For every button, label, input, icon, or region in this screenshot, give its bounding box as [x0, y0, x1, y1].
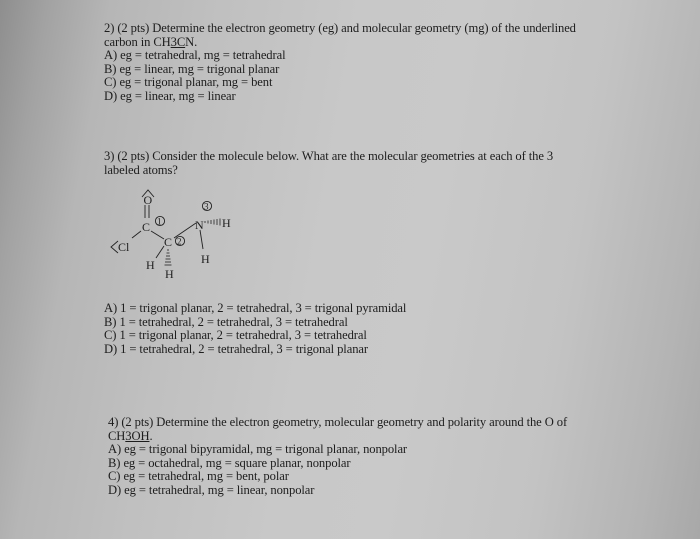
question-2-suffix: N. [185, 34, 198, 49]
atom-c2: C [164, 235, 173, 249]
atom-o: O [143, 193, 153, 207]
c1-cl-bond [132, 231, 141, 238]
label-3-text: 3 [204, 201, 209, 212]
c1-c2-bond [151, 231, 164, 239]
question-3-option-b: B) 1 = tetrahedral, 2 = tetrahedral, 3 = tetrahedral [104, 314, 348, 329]
atom-h-right: H [201, 252, 210, 266]
n-h-hashed-bond [205, 219, 220, 226]
question-3-option-a: A) 1 = trigonal planar, 2 = tetrahedral, 3 = trigonal pyramidal [104, 301, 407, 315]
question-4-option-b: B) eg = octahedral, mg = square planar, nonpolar [108, 455, 351, 470]
question-2-prefix: carbon in CH [104, 34, 171, 49]
c2-h-bond-left [156, 246, 164, 258]
underlined-oh: 3OH [125, 428, 150, 443]
question-2-prompt-line-2 [104, 36, 576, 50]
atom-n: N [195, 218, 204, 232]
question-4-suffix: . [149, 428, 153, 443]
n-h-bond-lower [200, 230, 203, 249]
c2-h-hashed-bond [165, 250, 172, 265]
question-3-prompt-line-1: 3) (2 pts) Consider the molecule below. What are the molecular geometries at each of the 3 [104, 149, 554, 163]
question-3 [104, 150, 553, 177]
question-3-option-d: D) 1 = tetrahedral, 2 = tetrahedral, 3 = trigonal planar [104, 341, 368, 356]
underlined-carbon: 3C [170, 34, 186, 49]
question-4-prefix: CH [108, 428, 126, 443]
atom-h-left: H [146, 258, 155, 272]
question-4-option-a: A) eg = trigonal bipyramidal, mg = trigonal planar, nonpolar [108, 442, 408, 457]
label-1-text: 1 [157, 216, 162, 227]
question-2-option-c: C) eg = trigonal planar, mg = bent [104, 75, 273, 90]
question-3-prompt-line-2: labeled atoms? [104, 162, 178, 177]
question-2-option-b: B) eg = linear, mg = trigonal planar [104, 61, 280, 76]
question-4-options [108, 443, 567, 497]
question-4-prompt-line-2 [108, 430, 567, 444]
cl-lone-pairs [111, 241, 118, 253]
question-2-options [104, 49, 576, 103]
question-4 [108, 416, 567, 498]
question-2-option-d: D) eg = linear, mg = linear [104, 88, 236, 103]
label-2-text: 2 [177, 236, 182, 247]
question-2-prompt-line-1: 2) (2 pts) Determine the electron geometry (eg) and molecular geometry (mg) of the underlined [104, 21, 576, 35]
molecule-structure [104, 186, 244, 286]
atom-h-mid: H [165, 267, 174, 281]
atom-h-n: H [222, 216, 231, 230]
question-3-options [104, 302, 406, 356]
question-2-option-a: A) eg = tetrahedral, mg = tetrahedral [104, 48, 286, 63]
atom-cl: Cl [118, 240, 130, 254]
question-3-option-c: C) 1 = trigonal planar, 2 = tetrahedral, 3 = tetrahedral [104, 328, 367, 343]
question-2 [104, 22, 576, 104]
question-4-option-c: C) eg = tetrahedral, mg = bent, polar [108, 469, 289, 484]
question-4-option-d: D) eg = tetrahedral, mg = linear, nonpolar [108, 482, 315, 497]
question-4-prompt-line-1: 4) (2 pts) Determine the electron geometry, molecular geometry and polarity around the O of [108, 415, 568, 429]
atom-c1: C [142, 220, 151, 234]
